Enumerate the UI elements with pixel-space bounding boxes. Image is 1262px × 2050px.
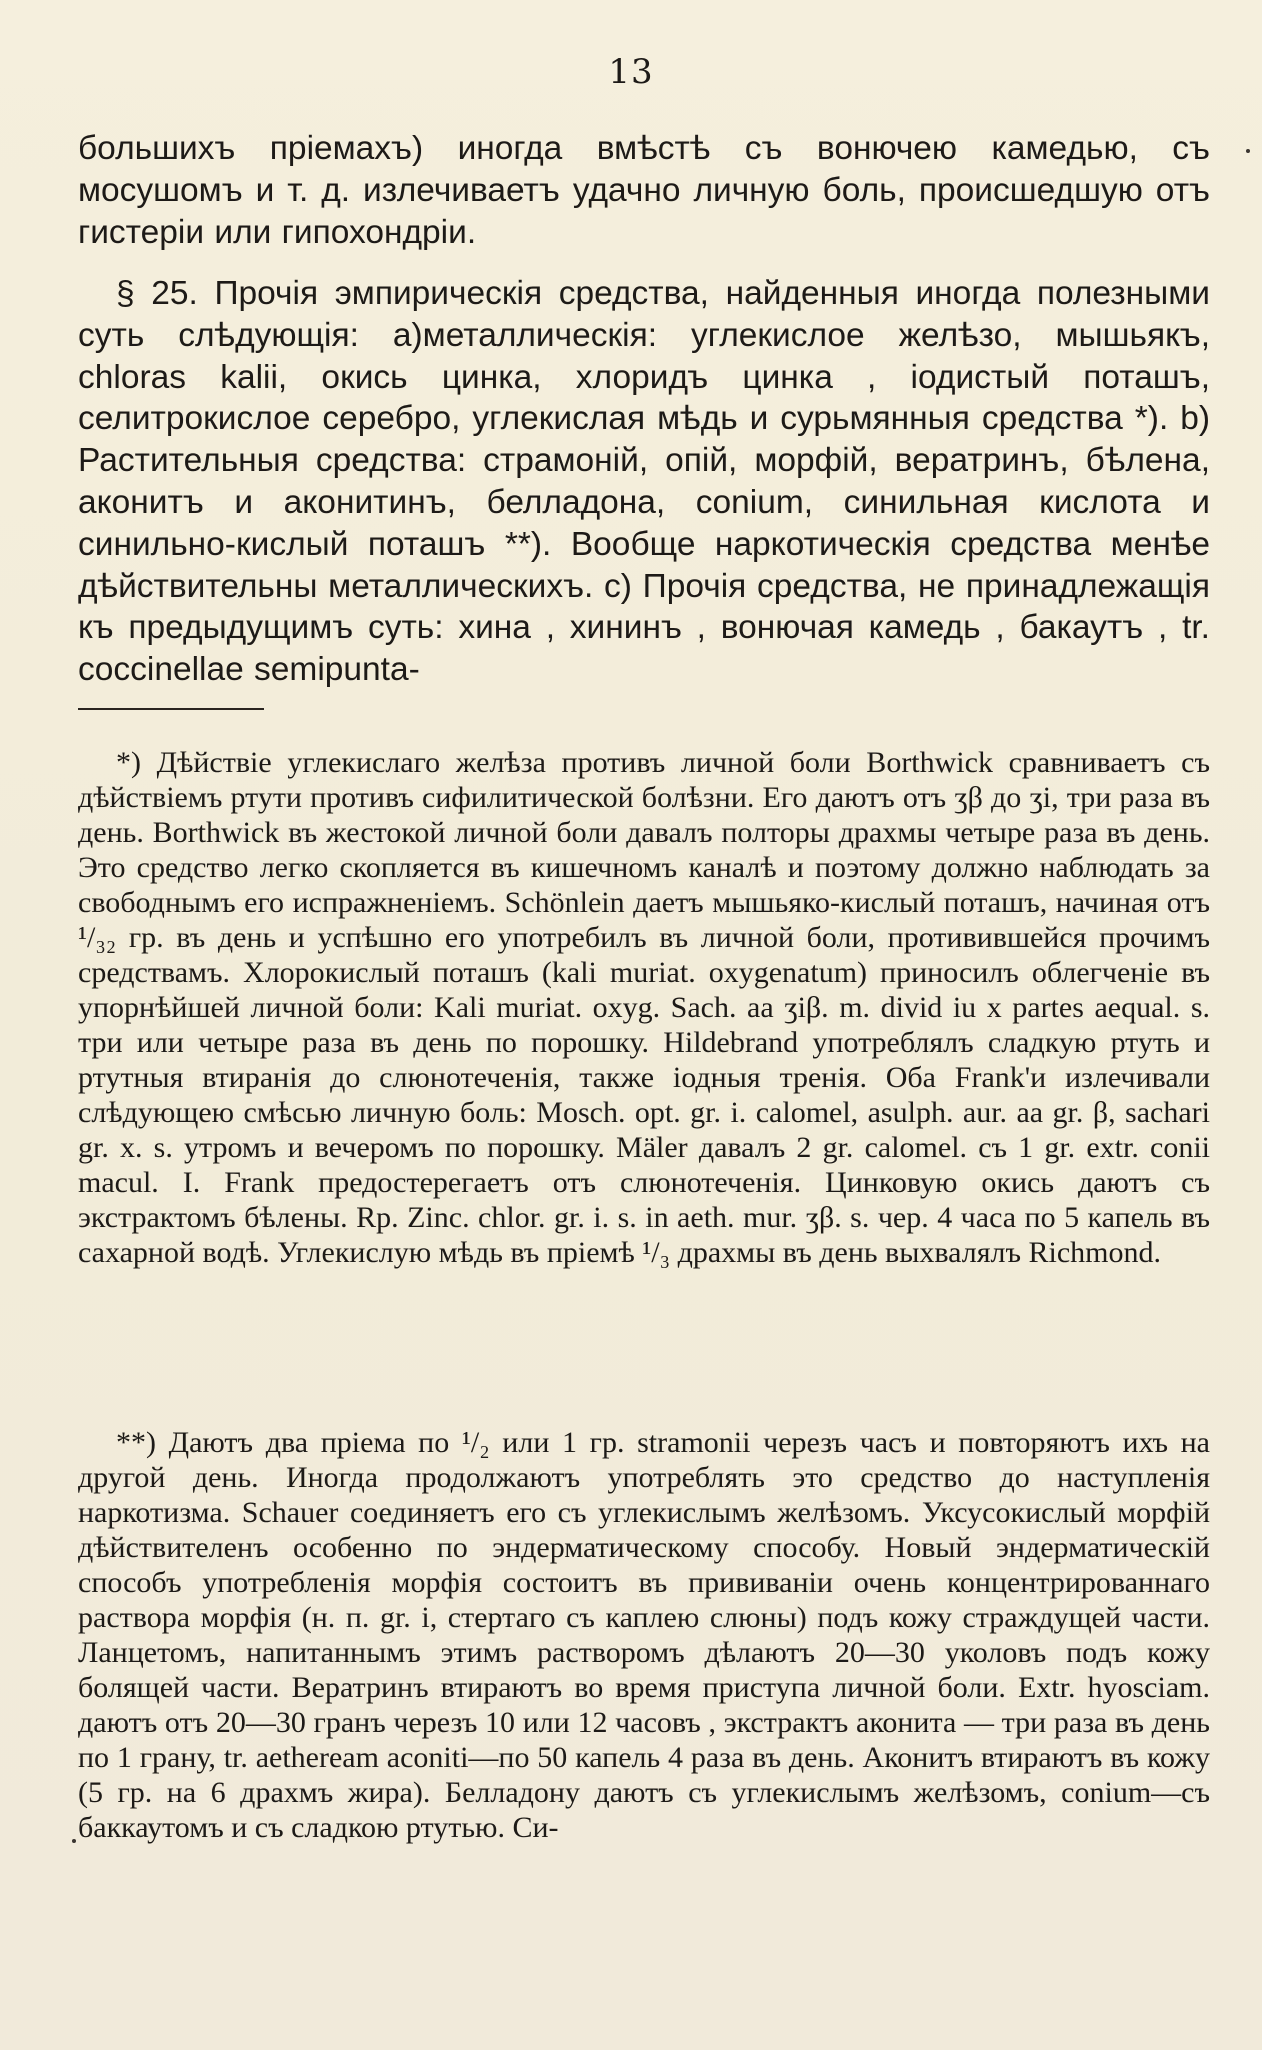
print-speck bbox=[72, 1839, 76, 1843]
footnote-1 bbox=[78, 745, 1210, 1270]
section-25-text: § 25. Прочія эмпирическія средства, найденныя иногда полезными суть слѣдующія: а)металлическія: углекислое желѣзо, мышьякъ, chloras kalii, окись цинка, хлоридъ цинка , іодистый поташъ, селитрокислое серебро, углекислая мѣдь и сурьмянныя средства *). b) Растительныя средства: страмоній, опій, морфій, вератринъ, бѣлена, аконитъ и аконитинъ, белладона, conium, синильная кислота и синильно-кислый поташъ **). Вообще наркотическія средства менѣе дѣйствительны металлическихъ. c) Прочія средства, не принадлежащія къ предыдущимъ суть: хина , хининъ , вонючая камедь , бакаутъ , tr. coccinellae semipunta- bbox=[78, 275, 1210, 689]
section-25-paragraph bbox=[78, 273, 1210, 691]
footnote-1-text: *) Дѣйствіе углекислаго желѣза противъ личной боли Borthwick сравниваетъ съ дѣйствіемъ ртути противъ сифилитической болѣзни. Его даютъ отъ ʒβ до ʒi, три раза въ день. Borthwick въ жестокой личной боли давалъ полторы драхмы четыре раза въ день. Это средство легко скопляется въ кишечномъ каналѣ и поэтому должно наблюдать за свободнымъ его испражненіемъ. Schönlein даетъ мышьяко-кислый поташъ, начиная отъ ¹/₃₂ гр. въ день и успѣшно его употребилъ въ личной боли, противившейся прочимъ средствамъ. Хлорокислый поташъ (kali muriat. oxygenatum) приносилъ облегченіе въ упорнѣйшей личной боли: Kali muriat. oxyg. Sach. aa ʒiβ. m. divid iu x partes aequal. s. три или четыре раза въ день по порошку. Hildebrand употреблялъ сладкую ртуть и ртутныя втиранія до слюнотеченія, также іодныя тренія. Оба Frank'и излечивали слѣдующею смѣсью личную боль: Mosch. opt. gr. i. calomel, asulph. aur. aa gr. β, sachari gr. x. s. утромъ и вечеромъ по порошку. Mäler давалъ 2 gr. calomel. съ 1 gr. extr. conii macul. I. Frank предостерегаетъ отъ слюнотеченія. Цинковую окись даютъ съ экстрактомъ бѣлены. Rp. Zinc. chlor. gr. i. s. in aeth. mur. ʒβ. s. чер. 4 часа по 5 капель въ сахарной водѣ. Углекислую мѣдь въ пріемѣ ¹/₃ драхмы въ день выхвалялъ Richmond. bbox=[78, 746, 1210, 1269]
continued-paragraph-text: большихъ пріемахъ) иногда вмѣстѣ съ вонючею камедью, съ мосушомъ и т. д. излечиваетъ удачно личную боль, происшедшую отъ гистеріи или гипохондріи. bbox=[78, 130, 1210, 251]
print-speck bbox=[1246, 149, 1250, 153]
footnote-2 bbox=[78, 1425, 1210, 1845]
footnote-2-text: **) Даютъ два пріема по ¹/₂ или 1 гр. stramonii черезъ часъ и повторяютъ ихъ на другой день. Иногда продолжаютъ употреблять это средство до наступленія наркотизма. Schauer соединяетъ его съ углекислымъ желѣзомъ. Уксусокислый морфій дѣйствителенъ особенно по эндерматическому способу. Новый эндерматическій способъ употребленія морфія состоитъ въ прививаніи очень концентрированнаго раствора морфія (н. п. gr. i, стертаго съ каплею слюны) подъ кожу страждущей части. Ланцетомъ, напитаннымъ этимъ растворомъ дѣлаютъ 20—30 уколовъ подъ кожу болящей части. Вератринъ втираютъ во время приступа личной боли. Extr. hyosciam. даютъ отъ 20—30 гранъ черезъ 10 или 12 часовъ , экстрактъ аконита — три раза въ день по 1 грану, tr. aetheream aconiti—по 50 капель 4 раза въ день. Аконитъ втираютъ въ кожу (5 гр. на 6 драхмъ жира). Белладону даютъ съ углекислымъ желѣзомъ, conium—съ баккаутомъ и съ сладкою ртутью. Си- bbox=[78, 1426, 1210, 1844]
continued-paragraph bbox=[78, 128, 1210, 253]
page-number: 13 bbox=[608, 52, 654, 92]
footnote-divider bbox=[78, 708, 264, 710]
